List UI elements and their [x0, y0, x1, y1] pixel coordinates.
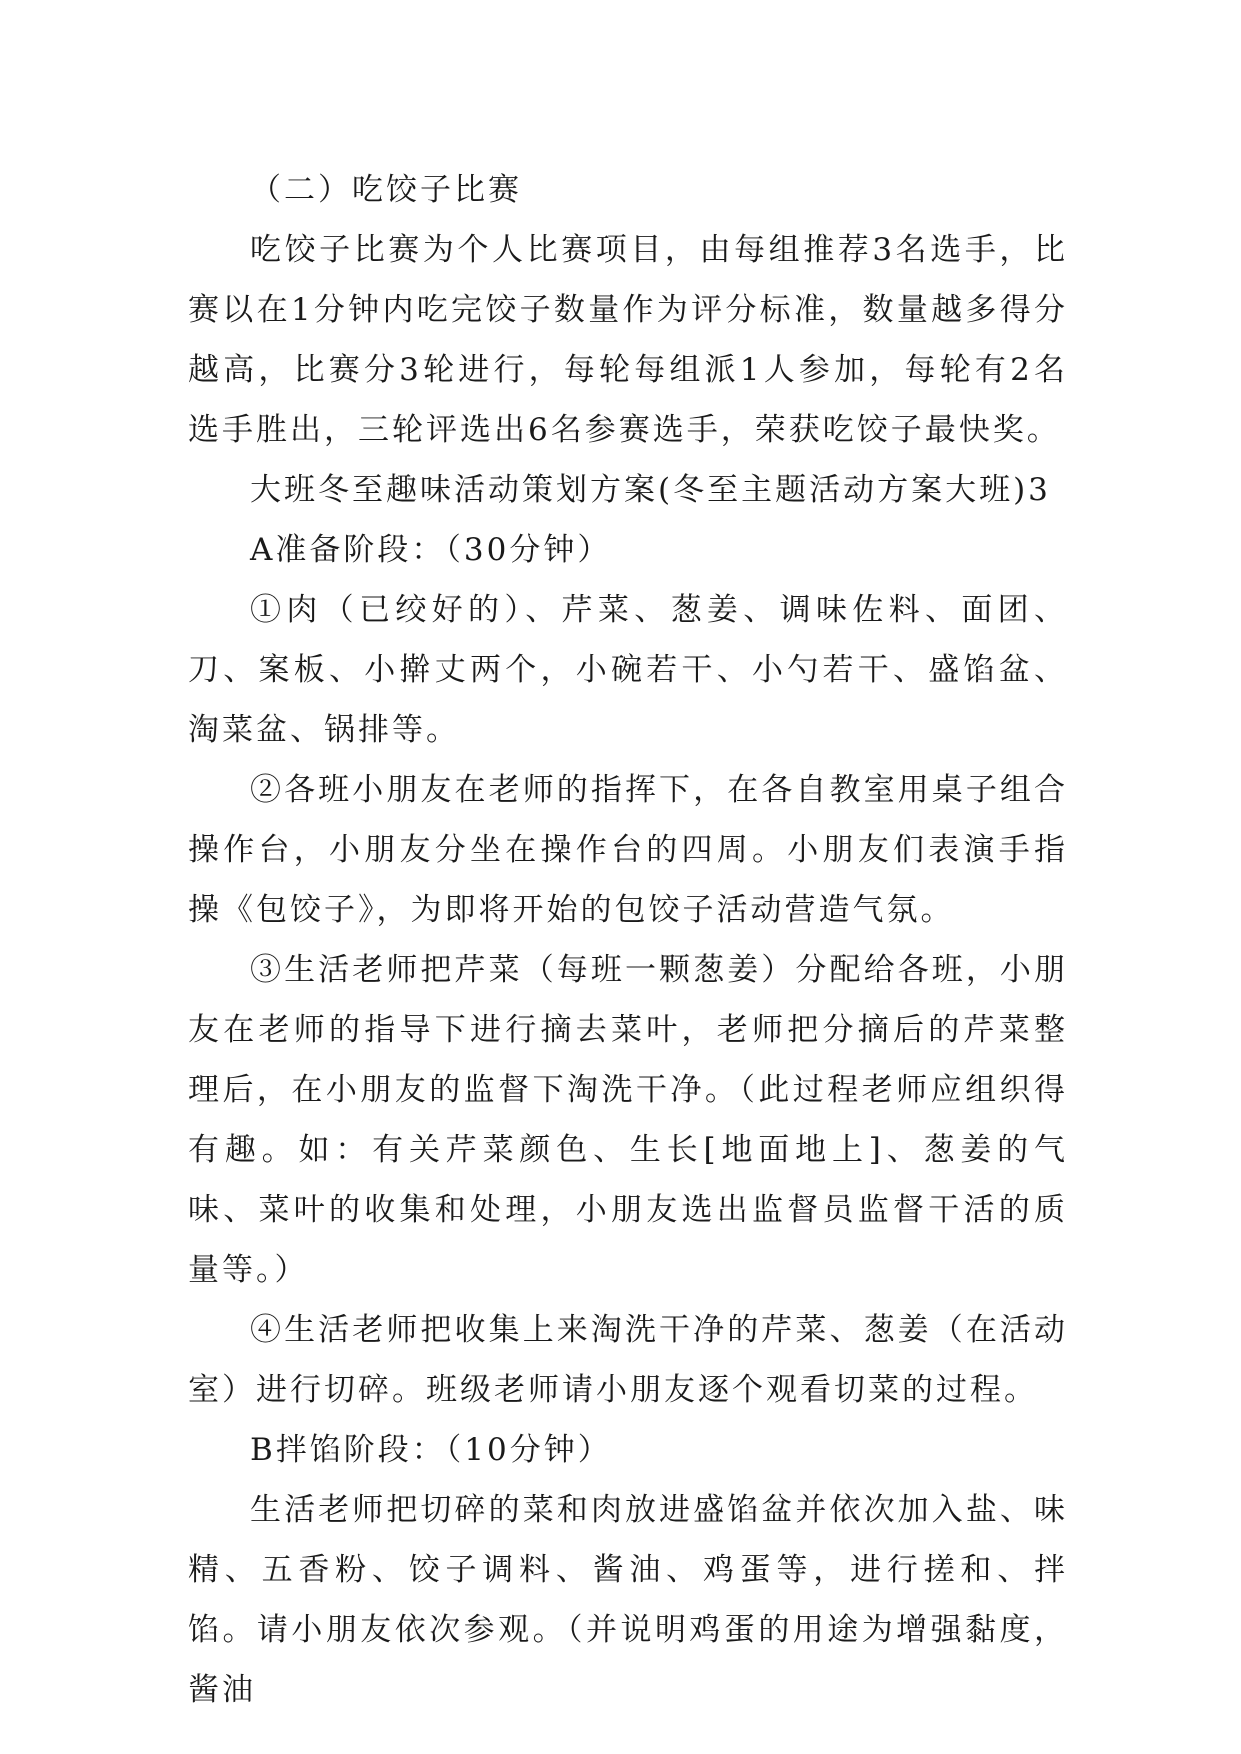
plan-title-line: 大班冬至趣味活动策划方案(冬至主题活动方案大班)3 [250, 472, 1051, 508]
paragraph-setup: ②各班小朋友在老师的指挥下，在各自教室用桌子组合操作台，小朋友分坐在操作台的四周。小朋友们表演手指操《包饺子》，为即将开始的包饺子活动营造气氛。 [188, 772, 1068, 928]
paragraph-chopping: ④生活老师把收集上来淘洗干净的芹菜、葱姜（在活动室）进行切碎。班级老师请小朋友逐个观看切菜的过程。 [188, 1312, 1068, 1408]
paragraph-washing: ③生活老师把芹菜（每班一颗葱姜）分配给各班，小朋友在老师的指导下进行摘去菜叶，老师把分摘后的芹菜整理后，在小朋友的监督下淘洗干净。（此过程老师应组织得有趣。如：有关芹菜颜色、生长[地面地上]、葱姜的气味、菜叶的收集和处理，小朋友选出监督员监督干活的质量等。） [188, 952, 1068, 1288]
paragraph-materials: ①肉（已绞好的）、芹菜、葱姜、调味佐料、面团、刀、案板、小擀丈两个，小碗若干、小勺若干、盛馅盆、淘菜盆、锅排等。 [188, 592, 1068, 748]
document-body [188, 160, 1068, 1720]
paragraph-competition-rules: 吃饺子比赛为个人比赛项目，由每组推荐3名选手，比赛以在1分钟内吃完饺子数量作为评分标准，数量越多得分越高，比赛分3轮进行，每轮每组派1人参加，每轮有2名选手胜出，三轮评选出6名参赛选手，荣获吃饺子最快奖。 [188, 232, 1068, 448]
stage-b-heading: B拌馅阶段：（10分钟） [250, 1432, 612, 1468]
section-heading: （二）吃饺子比赛 [250, 172, 522, 208]
stage-a-heading: A准备阶段：（30分钟） [250, 532, 612, 568]
paragraph-filling: 生活老师把切碎的菜和肉放进盛馅盆并依次加入盐、味精、五香粉、饺子调料、酱油、鸡蛋等，进行搓和、拌馅。请小朋友依次参观。（并说明鸡蛋的用途为增强黏度，酱油 [188, 1492, 1068, 1708]
